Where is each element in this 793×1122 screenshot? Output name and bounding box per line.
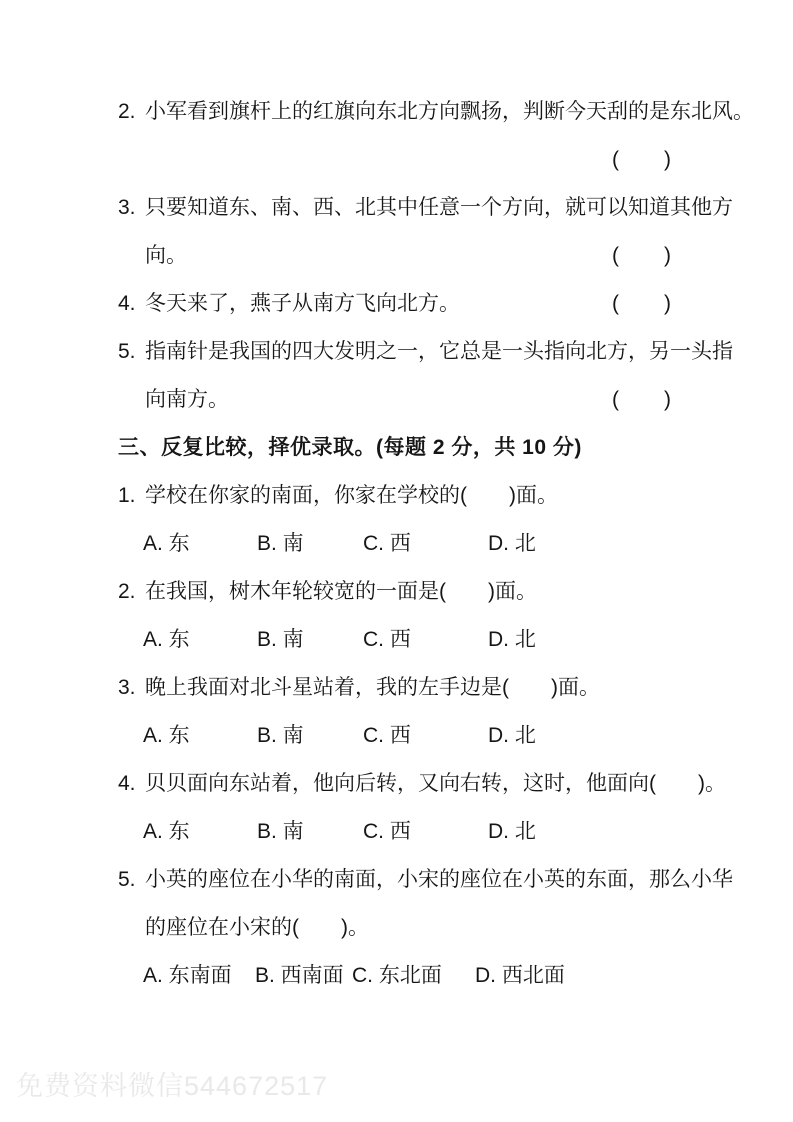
mc-question-3 [118,664,672,760]
option-c: C. 西 [363,532,411,555]
question-line [118,856,733,904]
option-d: D. 北 [488,532,536,555]
question-line [118,664,672,712]
option-a: A. 东 [143,532,190,555]
option-a: A. 东 [143,820,190,843]
option-d: D. 北 [488,628,536,651]
question-line [118,328,733,376]
watermark-text: 免费资料微信544672517 [16,1071,329,1101]
question-line [118,568,672,616]
option-d: D. 北 [488,724,536,747]
option-a: A. 东 [143,724,190,747]
option-d: D. 北 [488,820,536,843]
question-line-continued [118,376,672,424]
answer-blank: ( ) [612,388,672,411]
question-number: 3. [118,676,136,699]
question-number: 5. [118,340,136,363]
question-number: 2. [118,580,136,603]
question-line-continued [118,232,672,280]
option-b: B. 西南面 [255,964,344,987]
answer-blank: ( ) [612,244,672,267]
option-c: C. 西 [363,724,411,747]
question-number: 5. [118,868,136,891]
question-line [118,760,726,808]
question-text-continued: 向。 [145,244,187,267]
tf-question-4 [118,280,672,328]
option-b: B. 南 [257,820,304,843]
question-line [118,472,672,520]
option-b: B. 南 [257,532,304,555]
option-a: A. 东 [143,628,190,651]
mc-question-5 [118,856,733,1000]
question-number: 2. [118,100,136,123]
option-a: A. 东南面 [143,964,232,987]
option-c: C. 西 [363,820,411,843]
mc-question-1 [118,472,672,568]
question-text-continued: 向南方。 [145,388,229,411]
question-number: 1. [118,484,136,507]
question-text: 只要知道东、南、西、北其中任意一个方向，就可以知道其他方 [145,196,733,219]
option-c: C. 西 [363,628,411,651]
tf-question-2 [118,88,754,184]
options-row [118,952,672,1000]
question-text-wrap [118,280,460,328]
question-text-continued: 的座位在小宋的( )。 [145,916,369,939]
question-text: 小英的座位在小华的南面，小宋的座位在小英的东面，那么小华 [145,868,733,891]
question-line-continued [118,904,672,952]
options-row [118,808,672,856]
question-line [118,184,733,232]
true-false-section [118,88,754,424]
question-line [118,280,672,328]
question-number: 3. [118,196,136,219]
answer-blank-line [118,136,672,184]
question-text: 贝贝面向东站着，他向后转，又向右转，这时，他面向( )。 [145,772,726,795]
question-text: 学校在你家的南面，你家在学校的( )面。 [145,484,558,507]
options-row [118,712,672,760]
question-text: 冬天来了，燕子从南方飞向北方。 [145,292,460,315]
option-b: B. 南 [257,628,304,651]
options-row [118,520,672,568]
option-d: D. 西北面 [475,964,565,987]
question-text: 指南针是我国的四大发明之一，它总是一头指向北方，另一头指 [145,340,733,363]
question-text: 晚上我面对北斗星站着，我的左手边是( )面。 [145,676,600,699]
mc-question-4 [118,760,726,856]
tf-question-3 [118,184,733,280]
question-text: 在我国，树木年轮较宽的一面是( )面。 [145,580,537,603]
mc-question-2 [118,568,672,664]
answer-blank: ( ) [612,292,672,315]
section-heading: 三、反复比较，择优录取。(每题 2 分，共 10 分) [118,436,582,459]
question-text: 小军看到旗杆上的红旗向东北方向飘扬，判断今天刮的是东北风。 [145,100,754,123]
option-c: C. 东北面 [352,964,442,987]
options-row [118,616,672,664]
multiple-choice-section [118,472,733,1000]
question-number: 4. [118,772,136,795]
question-number: 4. [118,292,136,315]
tf-question-5 [118,328,733,424]
option-b: B. 南 [257,724,304,747]
question-line [118,88,754,136]
answer-blank: ( ) [612,148,672,171]
